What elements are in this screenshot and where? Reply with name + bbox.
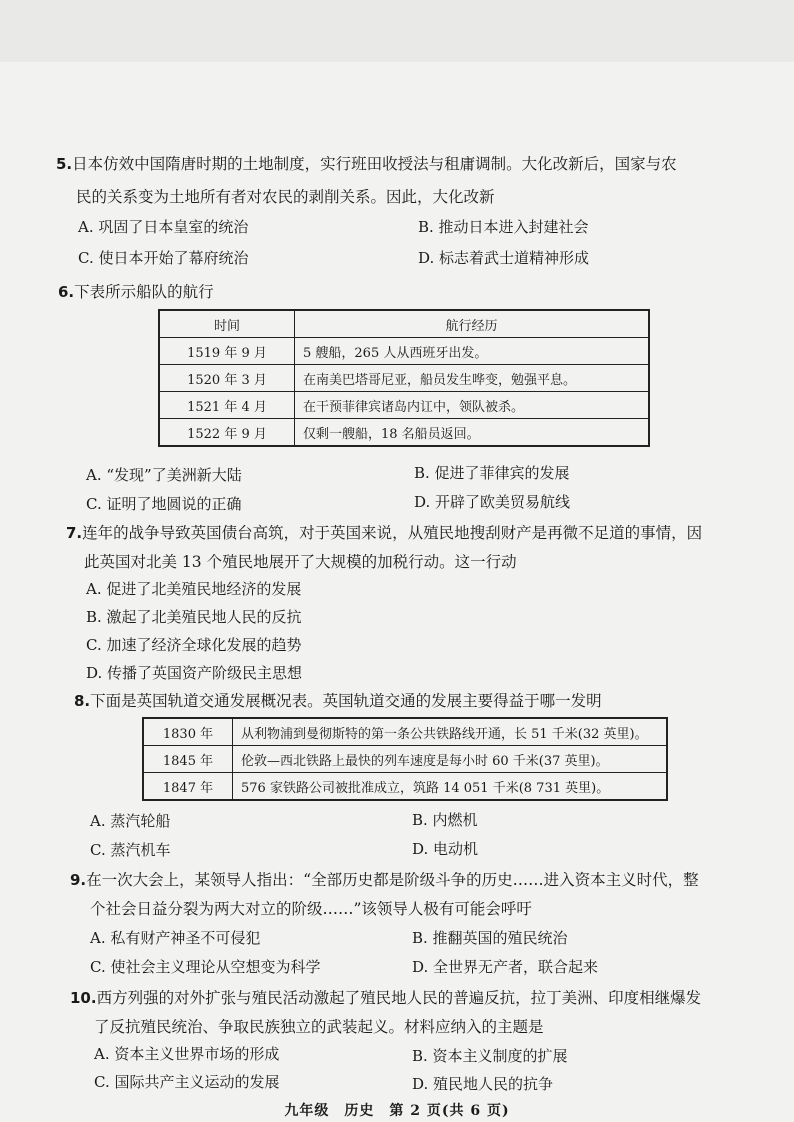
- question-8-option-c[interactable]: C. 蒸汽机车: [90, 841, 171, 859]
- table-row: [159, 392, 649, 419]
- table-cell-experience: 仅剩一艘船，18 名船员返回。: [295, 419, 650, 447]
- table-header-time: 时间: [159, 310, 295, 338]
- table-cell-year: 1847 年: [143, 773, 233, 801]
- table-header-row: [159, 310, 649, 338]
- table-cell-experience: 在干预菲律宾诸岛内讧中，领队被杀。: [295, 392, 650, 419]
- question-7-line-1: [66, 519, 702, 547]
- question-5-option-c[interactable]: C. 使日本开始了幕府统治: [78, 249, 249, 267]
- question-10-number: 10.: [70, 989, 97, 1007]
- table-row: [159, 365, 649, 392]
- question-10-line-1: [70, 984, 701, 1012]
- question-7-option-c[interactable]: C. 加速了经济全球化发展的趋势: [86, 636, 302, 654]
- question-6-line-1: [58, 278, 214, 306]
- question-8-text: 下面是英国轨道交通发展概况表。英国轨道交通的发展主要得益于哪一发明: [90, 692, 602, 710]
- table-cell-year: 1845 年: [143, 746, 233, 773]
- question-9-line-1: [70, 866, 699, 894]
- question-10-option-b[interactable]: B. 资本主义制度的扩展: [412, 1047, 568, 1065]
- question-6-option-a[interactable]: A. “发现”了美洲新大陆: [86, 466, 242, 484]
- question-8-line-1: [74, 687, 602, 715]
- table-header-experience: 航行经历: [295, 310, 650, 338]
- question-9-option-c[interactable]: C. 使社会主义理论从空想变为科学: [90, 958, 321, 976]
- question-5-option-b[interactable]: B. 推动日本进入封建社会: [418, 218, 589, 236]
- question-6-option-b[interactable]: B. 促进了菲律宾的发展: [414, 464, 570, 482]
- question-7-option-d[interactable]: D. 传播了英国资产阶级民主思想: [86, 664, 303, 682]
- scan-top-band: [0, 0, 794, 62]
- table-cell-time: 1520 年 3 月: [159, 365, 295, 392]
- question-7-option-a[interactable]: A. 促进了北美殖民地经济的发展: [86, 580, 302, 598]
- table-row: [143, 746, 667, 773]
- table-row: [159, 419, 649, 447]
- question-10-text: 西方列强的对外扩张与殖民活动激起了殖民地人民的普遍反抗，拉丁美洲、印度相继爆发: [96, 989, 702, 1007]
- question-6-text: 下表所示船队的航行: [74, 283, 214, 301]
- question-5-line-1: [56, 150, 677, 178]
- voyage-table: [158, 309, 650, 447]
- question-5-number: 5.: [56, 155, 73, 173]
- question-8-option-a[interactable]: A. 蒸汽轮船: [90, 812, 171, 830]
- question-5-text: 日本仿效中国隋唐时期的土地制度，实行班田收授法与租庸调制。大化改新后，国家与农: [72, 155, 677, 173]
- question-9-line-2: 个社会日益分裂为两大对立的阶级……”该领导人极有可能会呼吁: [90, 900, 532, 918]
- question-10-option-d[interactable]: D. 殖民地人民的抗争: [412, 1075, 554, 1093]
- question-10-option-a[interactable]: A. 资本主义世界市场的形成: [94, 1045, 280, 1063]
- table-cell-year: 1830 年: [143, 718, 233, 746]
- table-cell-time: 1522 年 9 月: [159, 419, 295, 447]
- question-6-option-d[interactable]: D. 开辟了欧美贸易航线: [414, 493, 571, 511]
- question-5-line-2: 民的关系变为土地所有者对农民的剥削关系。因此，大化改新: [76, 188, 495, 206]
- question-9-option-a[interactable]: A. 私有财产神圣不可侵犯: [90, 929, 261, 947]
- table-cell-event: 伦敦—西北铁路上最快的列车速度是每小时 60 千米(37 英里)。: [233, 746, 668, 773]
- question-6-number: 6.: [58, 283, 75, 301]
- table-cell-time: 1521 年 4 月: [159, 392, 295, 419]
- question-7-text: 连年的战争导致英国债台高筑，对于英国来说，从殖民地搜刮财产是再微不足道的事情，因: [82, 524, 703, 542]
- table-cell-event: 576 家铁路公司被批准成立，筑路 14 051 千米(8 731 英里)。: [233, 773, 668, 801]
- table-cell-event: 从利物浦到曼彻斯特的第一条公共铁路线开通，长 51 千米(32 英里)。: [233, 718, 668, 746]
- table-row: [143, 718, 667, 746]
- table-cell-time: 1519 年 9 月: [159, 338, 295, 365]
- railway-table: [142, 717, 668, 801]
- question-8-option-b[interactable]: B. 内燃机: [412, 811, 478, 829]
- question-9-option-b[interactable]: B. 推翻英国的殖民统治: [412, 929, 568, 947]
- question-9-text: 在一次大会上，某领导人指出：“全部历史都是阶级斗争的历史……进入资本主义时代，整: [86, 871, 699, 889]
- question-5-option-d[interactable]: D. 标志着武士道精神形成: [418, 249, 590, 267]
- question-8-number: 8.: [74, 692, 91, 710]
- table-row: [143, 773, 667, 801]
- question-9-option-d[interactable]: D. 全世界无产者，联合起来: [412, 958, 599, 976]
- question-8-option-d[interactable]: D. 电动机: [412, 840, 479, 858]
- table-row: [159, 338, 649, 365]
- question-7-option-b[interactable]: B. 激起了北美殖民地人民的反抗: [86, 608, 302, 626]
- question-10-line-2: 了反抗殖民统治、争取民族独立的武装起义。材料应纳入的主题是: [94, 1018, 544, 1036]
- question-7-number: 7.: [66, 524, 83, 542]
- question-6-option-c[interactable]: C. 证明了地圆说的正确: [86, 495, 242, 513]
- question-10-option-c[interactable]: C. 国际共产主义运动的发展: [94, 1073, 280, 1091]
- question-9-number: 9.: [70, 871, 87, 889]
- table-cell-experience: 5 艘船，265 人从西班牙出发。: [295, 338, 650, 365]
- question-5-option-a[interactable]: A. 巩固了日本皇室的统治: [78, 218, 249, 236]
- table-cell-experience: 在南美巴塔哥尼亚，船员发生哗变，勉强平息。: [295, 365, 650, 392]
- question-7-line-2: 此英国对北美 13 个殖民地展开了大规模的加税行动。这一行动: [84, 553, 517, 571]
- page-footer: 九年级 历史 第 2 页(共 6 页): [284, 1103, 510, 1119]
